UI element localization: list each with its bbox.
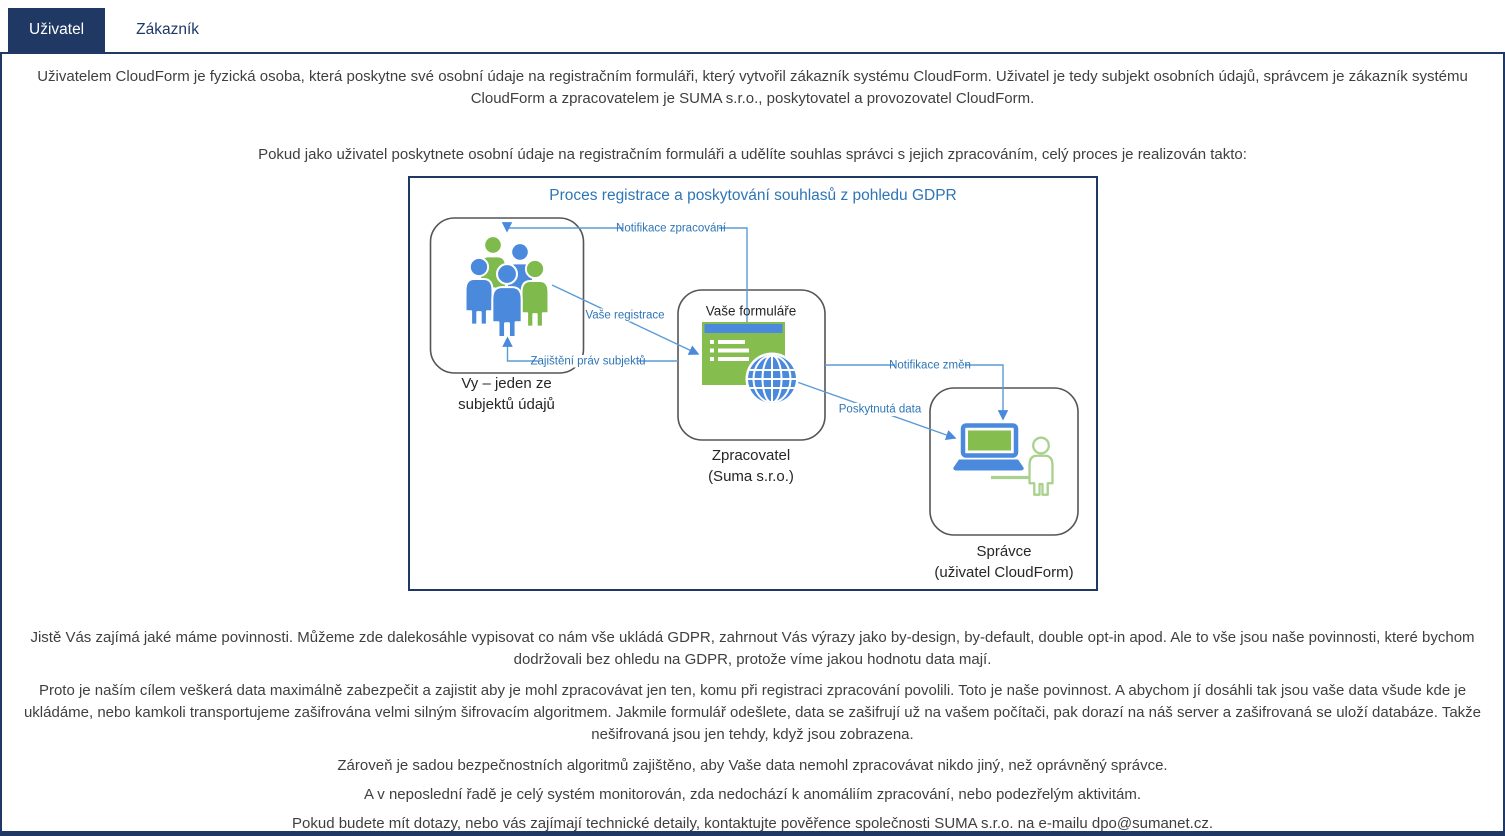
processor-label-line1: Zpracovatel — [711, 447, 790, 464]
arrow-label-subject-rights: Zajištění práv subjektů — [529, 355, 646, 368]
diagram-title: Proces registrace a poskytování souhlasů z pohledu GDPR — [548, 187, 957, 204]
processor-icon-label: Vaše formuláře — [705, 303, 796, 319]
subjects-label-line2: subjektů údajů — [457, 396, 555, 413]
processor-label-line2: (Suma s.r.o.) — [707, 468, 794, 485]
tab-uzivatel[interactable]: Uživatel — [8, 8, 105, 52]
intro-paragraph-1: Uživatelem CloudForm je fyzická osoba, která poskytne své osobní údaje na registračním formuláři, který vytvořil zákazník systému CloudForm. Uživatel je tedy subjekt osobních údajů, správcem je zákazník systému CloudForm a zpracovatelem je SUMA s.r.o., poskytovatel a provozovatel CloudForm. — [37, 68, 1468, 107]
arrow-label-provided-data: Poskytnutá data — [838, 403, 921, 416]
subjects-label-line1: Vy – jeden ze — [460, 375, 552, 392]
body-paragraph-duties: Jistě Vás zajímá jaké máme povinnosti. Můžeme zde dalekosáhle vypisovat co nám vše ukládá GDPR, zahrnout Vás výrazy jako by-design, by-default, double opt-in apod. Ale to vše jsou naše povinnosti, které bychom dodržovali bez ohledu na GDPR, protože víme jakou hodnotu data mají. — [30, 629, 1475, 668]
tab-bar — [0, 0, 1505, 52]
intro-paragraph-2: Pokud jako uživatel poskytnete osobní údaje na registračním formuláři a udělíte souhlas správci s jejich zpracováním, celý proces je realizován takto: — [258, 146, 1247, 163]
gdpr-process-diagram — [408, 176, 1098, 591]
body-paragraph-contact: Pokud budete mít dotazy, nebo vás zajímají technické detaily, kontaktujte pověřence společnosti SUMA s.r.o. na e-mailu dpo@sumanet.cz. — [292, 815, 1213, 832]
arrow-label-change-notification: Notifikace změn — [888, 359, 971, 372]
gdpr-diagram-svg — [410, 178, 1096, 589]
body-paragraph-algorithms: Zároveň je sadou bezpečnostních algoritmů zajištěno, aby Vaše data nemohl zpracovávat nikdo jiný, než oprávněný správce. — [337, 757, 1168, 774]
arrow-label-your-registration: Vaše registrace — [584, 309, 665, 322]
globe-icon — [745, 353, 798, 406]
body-paragraph-security: Proto je naším cílem veškerá data maximálně zabezpečit a zajistit aby je mohl zpracovávat jen ten, komu při registraci zpracování povolili. Toto je naše povinnost. A abychom jí dosáhli tak jsou vaše data všude kde je ukládáme, nebo kamkoli transportujeme zašifrována velmi silným šifrovacím algoritmem. Jakmile formulář odešlete, data se zašifrují už na vašem počítači, pak dorazí na náš server a zašifrovaná se uloží databáze. Takže nešifrovaná jsou jen tehdy, když jsou zobrazena. — [23, 682, 1482, 743]
admin-label-line1: Správce — [975, 543, 1032, 560]
admin-label-line2: (uživatel CloudForm) — [933, 564, 1074, 581]
tab-zakaznik[interactable]: Zákazník — [115, 8, 220, 52]
content-panel — [0, 52, 1505, 836]
arrow-label-notification-processing: Notifikace zpracování — [615, 222, 726, 235]
body-paragraph-monitoring: A v neposlední řadě je celý systém monitorován, zda nedochází k anomáliím zpracování, nebo podezřelým aktivitám. — [363, 786, 1142, 803]
laptop-icon — [953, 426, 1023, 471]
